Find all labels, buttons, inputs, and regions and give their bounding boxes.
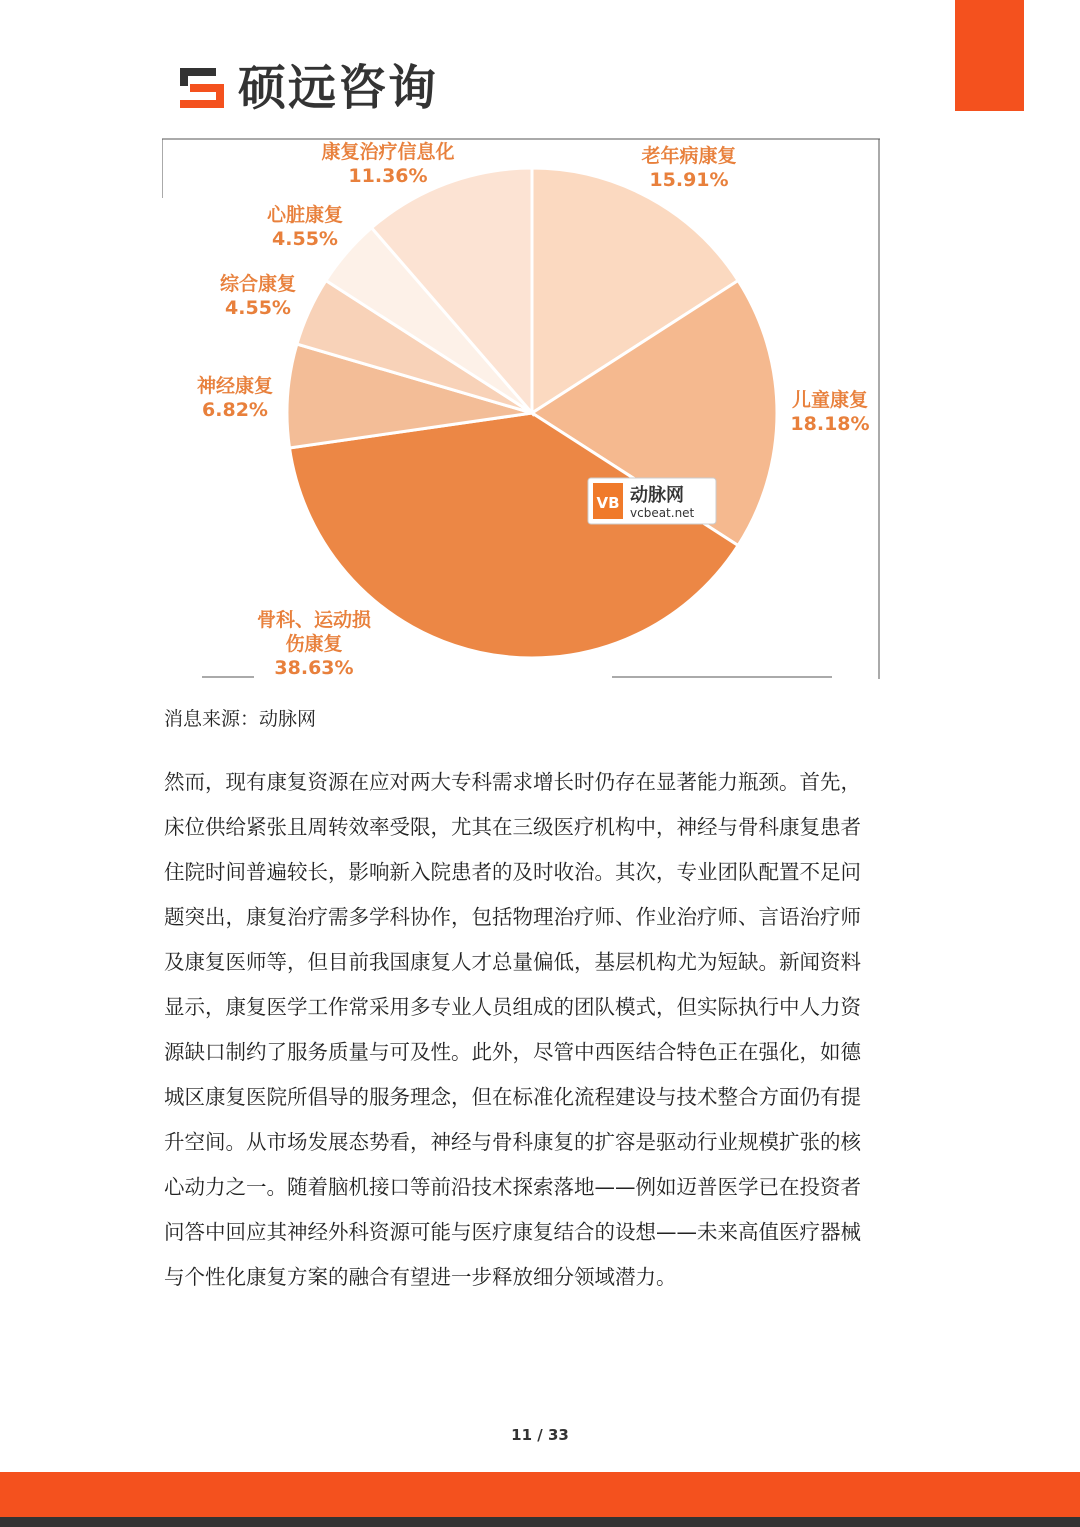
pie-slice-label: 康复治疗信息化 11.36% bbox=[321, 141, 455, 187]
brand-logo-icon bbox=[176, 62, 228, 114]
body-line: 显示，康复医学工作常采用多专业人员组成的团队模式，但实际执行中人力资 bbox=[164, 995, 861, 1019]
body-line: 然而，现有康复资源在应对两大专科需求增长时仍存在显著能力瓶颈。首先， bbox=[164, 770, 861, 794]
brand-logo bbox=[176, 58, 438, 118]
pie-slice-label: 心脏康复 4.55% bbox=[266, 204, 344, 250]
body-line: 城区康复医院所倡导的服务理念，但在标准化流程建设与技术整合方面仍有提 bbox=[164, 1085, 861, 1109]
body-line: 源缺口制约了服务质量与可及性。此外，尽管中西医结合特色正在强化，如德 bbox=[164, 1040, 861, 1064]
rehab-pie-chart bbox=[162, 138, 880, 680]
pie-slice-label: 骨科、运动损伤康复 38.63% bbox=[256, 609, 372, 679]
body-line: 问答中回应其神经外科资源可能与医疗康复结合的设想——未来高值医疗器械 bbox=[164, 1220, 861, 1244]
source-note: 消息来源：动脉网 bbox=[164, 708, 317, 730]
body-line: 床位供给紧张且周转效率受限，尤其在三级医疗机构中，神经与骨科康复患者 bbox=[164, 815, 861, 839]
body-line: 升空间。从市场发展态势看，神经与骨科康复的扩容是驱动行业规模扩张的核 bbox=[164, 1130, 861, 1154]
footer-dark-strip bbox=[0, 1517, 1080, 1527]
body-line: 与个性化康复方案的融合有望进一步释放细分领域潜力。 bbox=[164, 1265, 677, 1289]
pie-slice-label: 神经康复 6.82% bbox=[196, 375, 274, 421]
pie-slice-label: 儿童康复 18.18% bbox=[790, 389, 870, 435]
pie-chart-svg bbox=[162, 138, 880, 680]
body-line: 题突出，康复治疗需多学科协作，包括物理治疗师、作业治疗师、言语治疗师 bbox=[164, 905, 861, 929]
pie-slice-label: 老年病康复 15.91% bbox=[641, 145, 737, 191]
brand-name: 硕远咨询 bbox=[238, 60, 439, 116]
body-line: 及康复医师等，但目前我国康复人才总量偏低，基层机构尤为短缺。新闻资料 bbox=[164, 950, 861, 974]
pie-slice-label: 综合康复 4.55% bbox=[219, 273, 297, 319]
footer-accent-bar bbox=[0, 1472, 1080, 1517]
watermark-mark: VB bbox=[596, 494, 620, 512]
page-number: 11 / 33 bbox=[511, 1426, 569, 1444]
watermark-name: 动脉网 bbox=[630, 485, 684, 506]
watermark-domain: vcbeat.net bbox=[630, 506, 695, 520]
header-accent-block bbox=[955, 0, 1024, 111]
body-line: 心动力之一。随着脑机接口等前沿技术探索落地——例如迈普医学已在投资者 bbox=[164, 1175, 861, 1199]
body-line: 住院时间普遍较长，影响新入院患者的及时收治。其次，专业团队配置不足问 bbox=[164, 860, 861, 884]
body-paragraph bbox=[164, 760, 909, 1300]
